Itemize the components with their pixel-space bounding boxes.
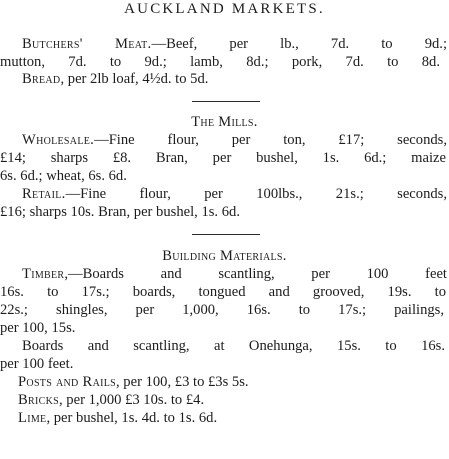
- timber-line: [0, 266, 447, 284]
- onehunga-continuation-line: [0, 356, 449, 374]
- lime-text: , per bushel, 1s. 4d. to 1s. 6d.: [46, 410, 218, 426]
- retail-label: Retail.: [22, 186, 66, 202]
- bricks-text: , per 1,000 £3 10s. to £4.: [59, 392, 205, 408]
- bread-text: , per 2lb loaf, 4½d. to 5d.: [60, 71, 209, 87]
- timber-text: ,—Boards and scantling, per 100 feet: [64, 266, 447, 282]
- pailings-line: [0, 320, 449, 338]
- wholesale-continuation-line: [0, 150, 446, 168]
- wholesale-text: —Fine flour, per ton, £17; seconds,: [94, 132, 447, 148]
- onehunga-continuation-text: per 100 feet.: [0, 356, 74, 372]
- posts-rails-label: Posts and Rails: [18, 374, 116, 390]
- shingles-text: 22s.; shingles, per 1,000, 16s. to 17s.; pailings,: [0, 302, 444, 318]
- onehunga-line: [0, 338, 445, 356]
- wholesale-end-line: [0, 168, 449, 186]
- retail-continuation-line: [0, 204, 449, 222]
- retail-continuation-text: £16; sharps 10s. Bran, per bushel, 1s. 6d.: [0, 204, 240, 220]
- timber-continuation-line: [0, 284, 446, 302]
- lime-label: Lime: [18, 410, 47, 426]
- shingles-line: [0, 302, 444, 320]
- wholesale-label: Wholesale.: [22, 132, 95, 148]
- butchers-meat-text: —Beef, per lb., 7d. to 9d.;: [151, 36, 447, 52]
- meat-continuation-line: [0, 54, 440, 72]
- section-divider: [192, 234, 260, 235]
- bricks-label: Bricks: [18, 392, 59, 408]
- posts-rails-text: , per 100, £3 to £3s 5s.: [116, 374, 249, 390]
- posts-rails-line: [0, 374, 447, 392]
- timber-label: Timber: [22, 266, 65, 282]
- wholesale-continuation-text: £14; sharps £8. Bran, per bushel, 1s. 6d.; maize: [0, 150, 446, 166]
- wholesale-end-text: 6s. 6d.; wheat, 6s. 6d.: [0, 168, 127, 184]
- bread-line: [0, 71, 447, 89]
- retail-text: —Fine flour, per 100lbs., 21s.; seconds,: [65, 186, 447, 202]
- building-materials-heading: Building Materials.: [162, 248, 287, 264]
- wholesale-line: [0, 132, 447, 150]
- pailings-text: per 100, 15s.: [0, 320, 76, 336]
- timber-continuation-text: 16s. to 17s.; boards, tongued and grooved, 19s. to: [0, 284, 446, 300]
- section-divider: [192, 101, 260, 102]
- mills-heading: The Mills.: [191, 114, 258, 130]
- retail-line: [0, 186, 447, 204]
- meat-continuation-text: mutton, 7d. to 9d.; lamb, 8d.; pork, 7d. to 8d.: [0, 54, 440, 70]
- bread-label: Bread: [22, 71, 61, 87]
- bricks-line: [0, 392, 447, 410]
- lime-line: [0, 410, 447, 428]
- page-title: AUCKLAND MARKETS.: [124, 1, 325, 17]
- butchers-meat-label: Butchers' Meat.: [22, 36, 152, 52]
- onehunga-text: Boards and scantling, at Onehunga, 15s. to 16s.: [22, 338, 445, 354]
- butchers-meat-line: [0, 36, 447, 54]
